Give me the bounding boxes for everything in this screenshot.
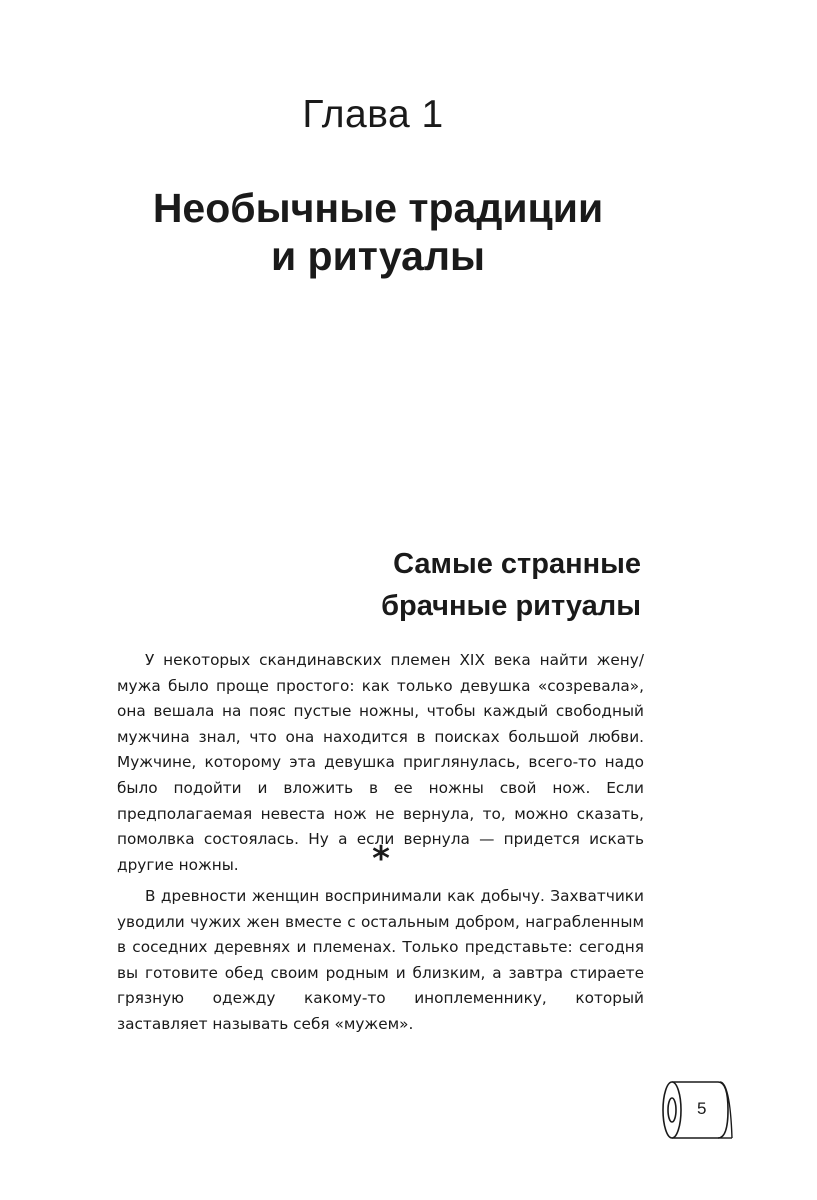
section-title [381, 543, 641, 627]
chapter-title-line-2: и ритуалы [270, 233, 486, 279]
page-number: 5 [697, 1099, 707, 1118]
chapter-label: Глава 1 [302, 93, 444, 136]
paragraph: У некоторых скандинавских племен XIX века найти жену/мужа было проще простого: как только девушка «созревала», она вешала на пояс пустые ножны, чтобы каждый свободный мужчина знал, что она находится в поисках большой любви. Мужчине, которому эта девушка приглянулась, всего-то надо было подойти и вложить в ее ножны свой нож. Если предполагаемая невеста нож не вернула, то, можно сказать, помолвка состоялась. Ну а если вернула — придется искать другие ножны. [117, 651, 644, 874]
section-title-line-2: брачные ритуалы [381, 590, 641, 622]
chapter-title [0, 184, 756, 280]
chapter-title-line-1: Необычные традиции [152, 185, 604, 231]
paragraph: В древности женщин воспринимали как добычу. Захватчики уводили чужих жен вместе с остальным добром, награбленным в соседних деревнях и племенах. Только представьте: сегодня вы готовите обед своим родным и близким, а завтра стираете грязную одежду какому-то иноплеменнику, который заставляет называть себя «мужем». [117, 887, 644, 1033]
section-title-line-1: Самые странные [393, 548, 641, 580]
section-separator: * [372, 839, 390, 879]
